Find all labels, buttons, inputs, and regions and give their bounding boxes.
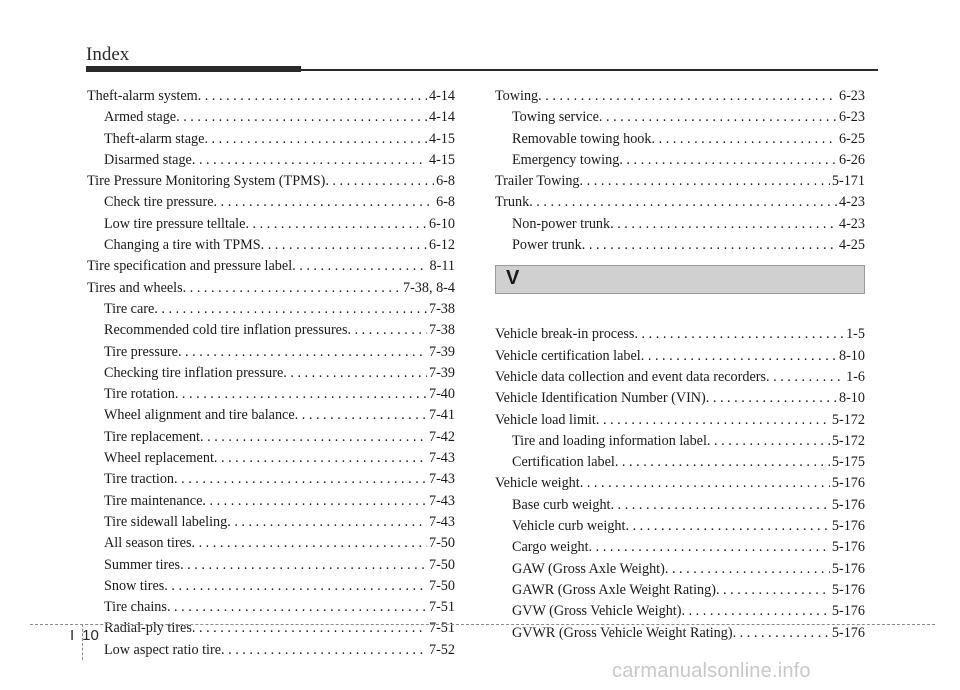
- index-entry-page: 8-10: [838, 347, 865, 364]
- index-entry-label: Recommended cold tire inflation pressures: [104, 322, 348, 339]
- index-entry-page: 7-40: [428, 386, 455, 403]
- dot-leader: [191, 533, 427, 554]
- dot-leader: [292, 256, 427, 277]
- dot-leader: [178, 342, 427, 363]
- dot-leader: [707, 431, 830, 452]
- index-entry-label: Low aspect ratio tire: [104, 641, 221, 658]
- index-entry: [495, 473, 865, 494]
- index-entry-page: 5-172: [831, 411, 865, 428]
- index-entry-label: Cargo weight: [512, 539, 589, 556]
- index-entry-page: 7-43: [428, 450, 455, 467]
- index-entry-label: Tire maintenance: [104, 492, 203, 509]
- index-entry-page: 4-14: [428, 88, 455, 104]
- dot-leader: [198, 86, 427, 107]
- index-entry-label: Towing service: [512, 109, 599, 126]
- dot-leader: [538, 86, 837, 107]
- index-entry: [495, 324, 865, 345]
- dot-leader: [192, 618, 427, 639]
- index-entry: [495, 580, 865, 601]
- index-entry-label: Tire rotation: [104, 386, 175, 403]
- index-entry: [495, 623, 865, 644]
- index-entry-page: 5-176: [831, 560, 865, 577]
- page-number: [70, 627, 99, 644]
- index-entry-label: Tire chains: [104, 599, 167, 616]
- index-entry-label: Trunk: [495, 194, 530, 211]
- index-entry-page: 6-8: [436, 194, 455, 211]
- index-entry: [87, 427, 455, 448]
- header-rule-accent: [86, 66, 301, 72]
- dot-leader: [589, 537, 830, 558]
- index-entry-page: 8-10: [838, 390, 865, 407]
- index-entry-page: 6-8: [436, 173, 455, 190]
- index-entry-label: Vehicle data collection and event data recorders: [495, 368, 767, 385]
- index-entry-page: 7-50: [428, 577, 455, 594]
- index-entry-page: 5-176: [831, 624, 865, 641]
- index-entry-label: Tire and loading information label: [512, 432, 707, 449]
- index-entry-label: Tire replacement: [104, 428, 200, 445]
- index-entry: [87, 214, 455, 235]
- dot-leader: [665, 559, 830, 580]
- index-entry: [87, 491, 455, 512]
- dot-leader: [221, 640, 427, 661]
- dot-leader: [214, 448, 427, 469]
- index-entry-label: Summer tires: [104, 556, 181, 573]
- dot-leader: [716, 580, 830, 601]
- index-entry-page: 4-25: [838, 237, 865, 254]
- index-entry: [87, 256, 455, 277]
- index-entry-label: Vehicle certification label: [495, 347, 641, 364]
- index-entry-label: Certification label: [512, 454, 615, 471]
- index-entry-label: Wheel replacement: [104, 450, 214, 467]
- index-entry-page: 7-38, 8-4: [402, 279, 455, 296]
- index-entry: [87, 192, 455, 213]
- index-entry-page: 4-23: [838, 194, 865, 211]
- index-entry: [495, 495, 865, 516]
- section-header-v: [495, 265, 865, 294]
- index-entry-label: Vehicle break-in process: [495, 326, 635, 343]
- index-entry-page: 7-50: [428, 556, 455, 573]
- index-entry-label: Armed stage: [104, 109, 177, 126]
- index-entry-label: Vehicle load limit: [495, 411, 596, 428]
- section-letter: V: [506, 267, 520, 290]
- index-entry-page: 8-11: [429, 258, 455, 275]
- index-entry: [495, 537, 865, 558]
- index-entry-page: 1-6: [846, 368, 865, 385]
- index-entry: [495, 192, 865, 213]
- index-group-t: [495, 86, 865, 256]
- dot-leader: [204, 129, 427, 150]
- index-entry-page: 6-25: [838, 130, 865, 147]
- dot-leader: [706, 388, 837, 409]
- index-entry-label: Tire traction: [104, 471, 175, 488]
- index-entry-page: 4-23: [838, 215, 865, 232]
- index-entry-label: Low tire pressure telltale: [104, 215, 246, 232]
- index-entry: [87, 299, 455, 320]
- index-entry-label: Trailer Towing: [495, 173, 580, 190]
- dot-leader: [529, 192, 837, 213]
- index-entry: [87, 555, 455, 576]
- index-entry-page: 4-15: [428, 151, 455, 168]
- index-entry: [495, 107, 865, 128]
- dot-leader: [154, 299, 427, 320]
- index-entry: [87, 640, 455, 661]
- index-entry-label: Theft-alarm stage: [104, 130, 205, 147]
- dot-leader: [580, 171, 830, 192]
- index-entry: [495, 559, 865, 580]
- dot-leader: [175, 384, 427, 405]
- page-number-value: 10: [82, 627, 99, 644]
- index-entry-label: Vehicle curb weight: [512, 518, 626, 535]
- index-entry: [87, 597, 455, 618]
- index-entry-page: 5-171: [831, 173, 865, 190]
- index-entry-page: 7-38: [428, 300, 455, 317]
- index-entry-label: GVW (Gross Vehicle Weight): [512, 603, 682, 620]
- index-entry: [87, 129, 455, 150]
- dot-leader: [200, 427, 427, 448]
- page-section-letter: I: [70, 627, 75, 644]
- index-entry: [495, 86, 865, 107]
- index-entry-label: Tires and wheels: [87, 279, 183, 296]
- index-entry: [495, 214, 865, 235]
- footer-divider: [30, 624, 935, 625]
- index-entry-page: 6-23: [838, 109, 865, 126]
- index-entry-page: 6-10: [428, 215, 455, 232]
- index-entry: [87, 618, 455, 639]
- dot-leader: [596, 410, 830, 431]
- index-group-v: [495, 324, 865, 643]
- index-column-right: [495, 86, 865, 644]
- index-entry-page: 5-176: [831, 518, 865, 535]
- index-entry: [87, 278, 455, 299]
- dot-leader: [615, 452, 830, 473]
- index-entry-page: 5-176: [831, 603, 865, 620]
- dot-leader: [295, 405, 427, 426]
- index-entry-label: Tire Pressure Monitoring System (TPMS): [87, 173, 326, 190]
- index-entry-label: Tire pressure: [104, 343, 178, 360]
- index-entry-page: 7-39: [428, 364, 455, 381]
- dot-leader: [214, 192, 435, 213]
- dot-leader: [766, 367, 844, 388]
- index-entry: [87, 342, 455, 363]
- index-entry-page: 4-15: [428, 130, 455, 147]
- index-entry-label: Checking tire inflation pressure: [104, 364, 284, 381]
- index-entry-label: Check tire pressure: [104, 194, 214, 211]
- index-entry-label: Non-power trunk: [512, 215, 611, 232]
- index-entry: [495, 129, 865, 150]
- index-entry-page: 5-176: [831, 496, 865, 513]
- page-title: Index: [86, 44, 130, 65]
- dot-leader: [325, 171, 434, 192]
- index-entry-label: Towing: [495, 88, 539, 104]
- index-entry: [87, 533, 455, 554]
- index-entry-page: 7-50: [428, 535, 455, 552]
- index-entry-page: 7-39: [428, 343, 455, 360]
- dot-leader: [192, 150, 427, 171]
- dot-leader: [180, 555, 427, 576]
- dot-leader: [611, 495, 830, 516]
- index-entry: [87, 235, 455, 256]
- dot-leader: [641, 346, 837, 367]
- index-entry-label: Disarmed stage: [104, 151, 192, 168]
- index-entry-label: GAWR (Gross Axle Weight Rating): [512, 581, 716, 598]
- index-entry: [495, 431, 865, 452]
- index-entry: [87, 512, 455, 533]
- index-entry-page: 6-12: [428, 237, 455, 254]
- index-entry-label: GVWR (Gross Vehicle Weight Rating): [512, 624, 733, 641]
- index-entry-label: Changing a tire with TPMS: [104, 237, 261, 254]
- index-entry-label: Vehicle Identification Number (VIN): [495, 390, 706, 407]
- index-entry-label: Tire sidewall labeling: [104, 513, 228, 530]
- index-entry-page: 7-42: [428, 428, 455, 445]
- index-entry: [87, 469, 455, 490]
- dot-leader: [347, 320, 427, 341]
- index-entry-page: 5-176: [831, 581, 865, 598]
- dot-leader: [619, 150, 837, 171]
- dot-leader: [183, 278, 401, 299]
- index-entry: [87, 384, 455, 405]
- index-entry-page: 6-23: [838, 88, 865, 104]
- index-entry-page: 7-43: [428, 471, 455, 488]
- index-entry-page: 7-51: [428, 599, 455, 616]
- index-entry: [495, 171, 865, 192]
- dot-leader: [599, 107, 837, 128]
- index-entry-page: 7-41: [428, 407, 455, 424]
- dot-leader: [261, 235, 427, 256]
- dot-leader: [176, 107, 427, 128]
- dot-leader: [733, 623, 830, 644]
- index-entry-label: Vehicle weight: [495, 475, 580, 492]
- index-entry-label: Removable towing hook: [512, 130, 652, 147]
- index-entry: [87, 363, 455, 384]
- index-entry: [495, 388, 865, 409]
- index-entry: [495, 601, 865, 622]
- index-entry-label: Radial-ply tires: [104, 620, 192, 637]
- dot-leader: [625, 516, 829, 537]
- dot-leader: [634, 324, 844, 345]
- index-entry-page: 4-14: [428, 109, 455, 126]
- dot-leader: [167, 597, 427, 618]
- dot-leader: [283, 363, 427, 384]
- index-entry: [87, 86, 455, 107]
- dot-leader: [652, 129, 837, 150]
- index-entry-page: 5-176: [831, 539, 865, 556]
- index-entry-page: 1-5: [846, 326, 865, 343]
- index-entry: [87, 320, 455, 341]
- index-entry: [87, 448, 455, 469]
- index-entry: [495, 150, 865, 171]
- index-entry-page: 7-43: [428, 513, 455, 530]
- index-column-left: [87, 86, 455, 661]
- index-entry-page: 6-26: [838, 151, 865, 168]
- index-entry-label: Tire care: [104, 300, 155, 317]
- index-entry: [495, 235, 865, 256]
- index-entry: [87, 405, 455, 426]
- watermark: carmanualsonline.info: [612, 660, 811, 682]
- index-entry-label: Wheel alignment and tire balance: [104, 407, 295, 424]
- index-entry-page: 5-176: [831, 475, 865, 492]
- index-entry-label: Tire specification and pressure label: [87, 258, 293, 275]
- index-entry-label: Theft-alarm system: [87, 88, 198, 104]
- index-entry: [495, 410, 865, 431]
- dot-leader: [227, 512, 427, 533]
- index-entry-label: Base curb weight: [512, 496, 611, 513]
- index-entry-label: Emergency towing: [512, 151, 620, 168]
- index-entry: [495, 516, 865, 537]
- index-entry-page: 7-38: [428, 322, 455, 339]
- dot-leader: [580, 473, 830, 494]
- index-entry: [495, 346, 865, 367]
- index-entry: [87, 107, 455, 128]
- index-entry-label: Snow tires: [104, 577, 165, 594]
- index-entry-label: All season tires: [104, 535, 192, 552]
- dot-leader: [164, 576, 427, 597]
- index-entry-page: 5-175: [831, 454, 865, 471]
- index-entry-label: Power trunk: [512, 237, 582, 254]
- index-entry-page: 5-172: [831, 432, 865, 449]
- index-entry: [87, 150, 455, 171]
- dot-leader: [681, 601, 829, 622]
- dot-leader: [582, 235, 837, 256]
- index-entry-page: 7-52: [428, 641, 455, 658]
- index-entry: [495, 367, 865, 388]
- index-entry: [495, 452, 865, 473]
- dot-leader: [245, 214, 427, 235]
- index-entry: [87, 576, 455, 597]
- index-entry-label: GAW (Gross Axle Weight): [512, 560, 665, 577]
- index-entry: [87, 171, 455, 192]
- index-entry-page: 7-43: [428, 492, 455, 509]
- index-entry-page: 7-51: [428, 620, 455, 637]
- dot-leader: [610, 214, 837, 235]
- dot-leader: [174, 469, 427, 490]
- dot-leader: [202, 491, 427, 512]
